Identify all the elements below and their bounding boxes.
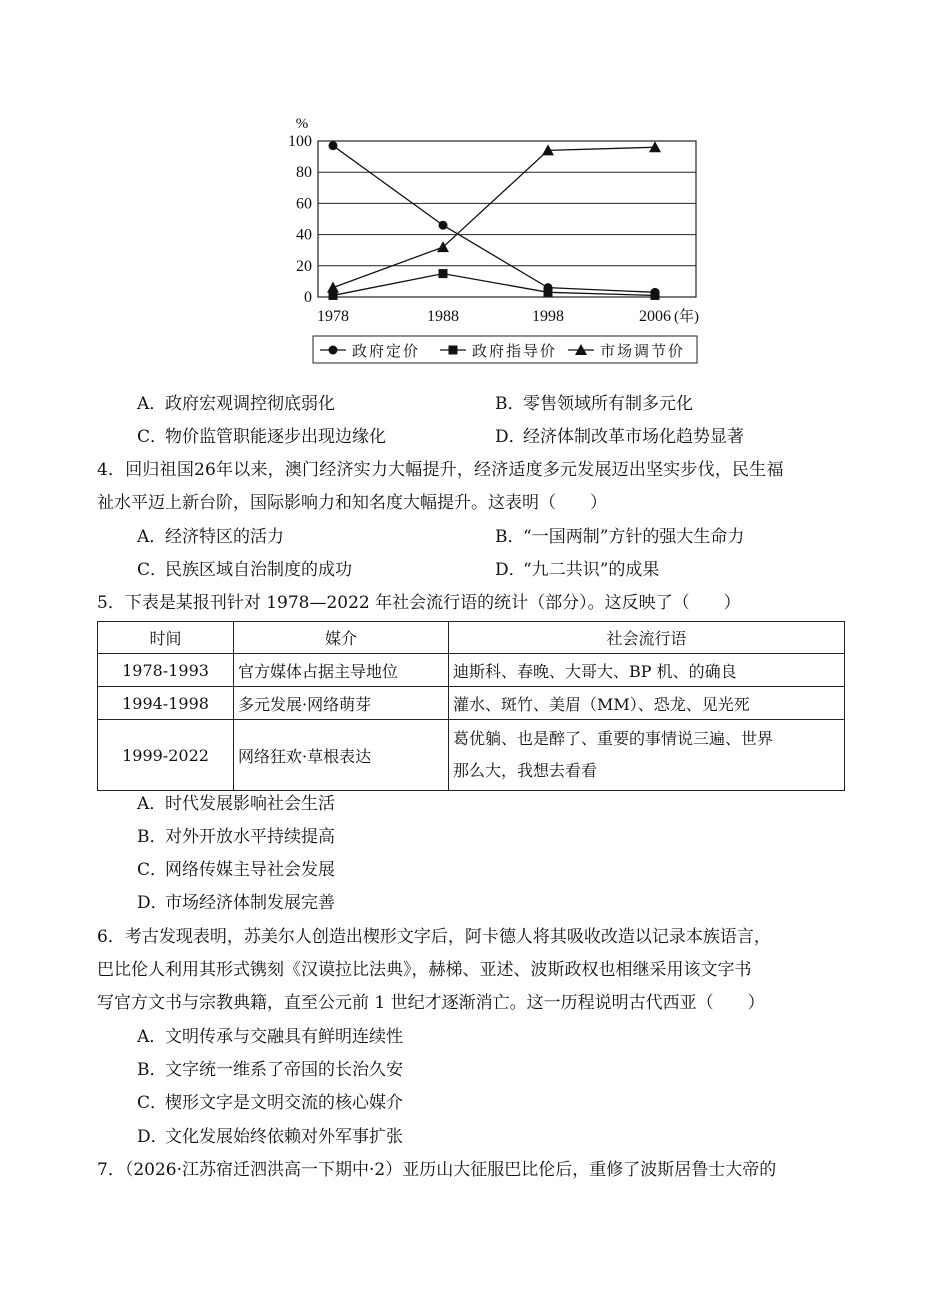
table-cell: 1999-2022 <box>98 720 234 791</box>
table-cell: 官方媒体占据主导地位 <box>234 654 449 687</box>
q6-option-a[interactable] <box>137 1025 403 1049</box>
q3-option-a[interactable] <box>137 392 335 416</box>
data-point-square <box>544 288 553 297</box>
option-label: A． <box>137 794 167 814</box>
data-point-circle <box>439 221 448 230</box>
option-label: D． <box>495 560 526 580</box>
y-tick-label: 20 <box>296 257 312 275</box>
option-label: C． <box>137 427 168 447</box>
table-header-row <box>98 622 845 654</box>
option-text: 经济特区的活力 <box>165 527 284 547</box>
y-tick-label: 80 <box>296 164 312 182</box>
y-tick-label: 40 <box>296 226 312 244</box>
option-text: “一国两制”方针的强大生命力 <box>523 527 745 547</box>
q4-option-d[interactable] <box>495 558 659 582</box>
series-circle <box>329 141 660 297</box>
y-unit-label: % <box>295 116 309 132</box>
data-point-circle <box>329 346 338 355</box>
q5-option-a[interactable] <box>137 792 335 816</box>
series-square <box>329 269 660 300</box>
option-text: 网络传媒主导社会发展 <box>165 860 335 880</box>
q4-stem-line-1: 4．回归祖国26年以来，澳门经济实力大幅提升，经济适度多元发展迈出坚实步伐，民生福 <box>97 460 784 480</box>
data-point-square <box>439 269 448 278</box>
x-unit-label: (年) <box>674 309 699 325</box>
y-tick-label: 60 <box>296 195 312 213</box>
table-header: 社会流行语 <box>449 622 845 654</box>
option-label: A． <box>137 1027 167 1047</box>
series-line <box>333 147 655 287</box>
legend-item <box>320 343 420 360</box>
option-text: 市场经济体制发展完善 <box>165 893 335 913</box>
table-cell: 1978-1993 <box>98 654 234 687</box>
x-tick-label: 1988 <box>427 308 459 325</box>
q6-option-b[interactable] <box>137 1058 403 1082</box>
q6-option-d[interactable] <box>137 1125 403 1149</box>
q4-option-b[interactable] <box>495 525 744 549</box>
option-text: 文字统一维系了帝国的长治久安 <box>165 1060 403 1080</box>
option-label: D． <box>137 1127 168 1147</box>
option-text: 零售领域所有制多元化 <box>523 394 693 414</box>
option-label: D． <box>137 893 168 913</box>
q5-stem-line-1: 5．下表是某报刊针对 1978—2022 年社会流行语的统计（部分）。这反映了（ ） <box>97 593 741 613</box>
table-row <box>98 720 845 791</box>
legend-item <box>568 342 685 360</box>
option-text: 经济体制改革市场化趋势显著 <box>523 427 744 447</box>
series-line <box>333 274 655 296</box>
table-cell: 灌水、斑竹、美眉（MM）、恐龙、见光死 <box>449 687 845 720</box>
q5-option-d[interactable] <box>137 891 335 915</box>
q5-option-b[interactable] <box>137 825 335 849</box>
option-label: C． <box>137 1093 168 1113</box>
data-point-triangle <box>327 282 339 293</box>
option-label: D． <box>495 427 526 447</box>
option-text: 文化发展始终依赖对外军事扩张 <box>165 1127 403 1147</box>
legend-label: 政府指导价 <box>472 344 558 360</box>
data-point-square <box>651 291 660 300</box>
option-text: 物价监管职能逐步出现边缘化 <box>165 427 386 447</box>
x-tick-label: 1978 <box>317 308 349 325</box>
q3-option-d[interactable] <box>495 425 744 449</box>
q7-stem-line-1: 7．（2026·江苏宿迁泗洪高一下期中·2）亚历山大征服巴比伦后，重修了波斯居鲁士大帝的 <box>97 1160 777 1180</box>
option-text: 楔形文字是文明交流的核心媒介 <box>165 1093 403 1113</box>
q4-option-c[interactable] <box>137 558 352 582</box>
option-text: 对外开放水平持续提高 <box>165 827 335 847</box>
option-label: C． <box>137 860 168 880</box>
q6-stem-line-3: 写官方文书与宗教典籍，直至公元前 1 世纪才逐渐消亡。这一历程说明古代西亚（ ） <box>97 993 765 1013</box>
table-cell: 网络狂欢·草根表达 <box>234 720 449 791</box>
q4-stem-line-2: 祉水平迈上新台阶，国际影响力和知名度大幅提升。这表明（ ） <box>97 493 607 513</box>
option-text: “九二共识”的成果 <box>523 560 660 580</box>
legend-item <box>440 343 557 360</box>
option-label: B． <box>495 527 525 547</box>
x-tick-label: 2006 <box>639 308 671 325</box>
option-label: C． <box>137 560 168 580</box>
table-row <box>98 654 845 687</box>
table-cell: 多元发展·网络萌芽 <box>234 687 449 720</box>
q3-option-c[interactable] <box>137 425 386 449</box>
y-tick-label: 100 <box>288 133 312 150</box>
legend-label: 政府定价 <box>352 344 421 360</box>
option-label: A． <box>137 527 167 547</box>
data-point-square <box>449 346 458 355</box>
option-text: 时代发展影响社会生活 <box>165 794 335 814</box>
legend-label: 市场调节价 <box>600 344 686 360</box>
plot-frame <box>318 141 696 297</box>
option-text: 文明传承与交融具有鲜明连续性 <box>165 1027 403 1047</box>
series-triangle <box>327 141 661 292</box>
table-cell: 迪斯科、春晚、大哥大、BP 机、的确良 <box>449 654 845 687</box>
table-row <box>98 687 845 720</box>
q4-option-a[interactable] <box>137 525 284 549</box>
data-point-circle <box>329 141 338 150</box>
option-label: B． <box>137 1060 167 1080</box>
q6-stem-line-1: 6．考古发现表明，苏美尔人创造出楔形文字后，阿卡德人将其吸收改造以记录本族语言， <box>97 927 771 947</box>
option-label: B． <box>137 827 167 847</box>
table-cell: 1994-1998 <box>98 687 234 720</box>
table-header: 媒介 <box>234 622 449 654</box>
table-header: 时间 <box>98 622 234 654</box>
q5-option-c[interactable] <box>137 858 335 882</box>
option-text: 民族区域自治制度的成功 <box>165 560 352 580</box>
table-cell: 葛优躺、也是醉了、重要的事情说三遍、世界那么大，我想去看看 <box>449 720 845 791</box>
option-label: B． <box>495 394 525 414</box>
q6-stem-line-2: 巴比伦人利用其形式镌刻《汉谟拉比法典》，赫梯、亚述、波斯政权也相继采用该文字书 <box>97 960 752 980</box>
slang-table <box>97 621 845 791</box>
price-structure-line-chart <box>0 0 950 380</box>
q6-option-c[interactable] <box>137 1091 403 1115</box>
option-text: 政府宏观调控彻底弱化 <box>165 394 335 414</box>
q3-option-b[interactable] <box>495 392 693 416</box>
x-tick-label: 1998 <box>532 308 564 325</box>
y-tick-label: 0 <box>304 289 312 306</box>
option-label: A． <box>137 394 167 414</box>
